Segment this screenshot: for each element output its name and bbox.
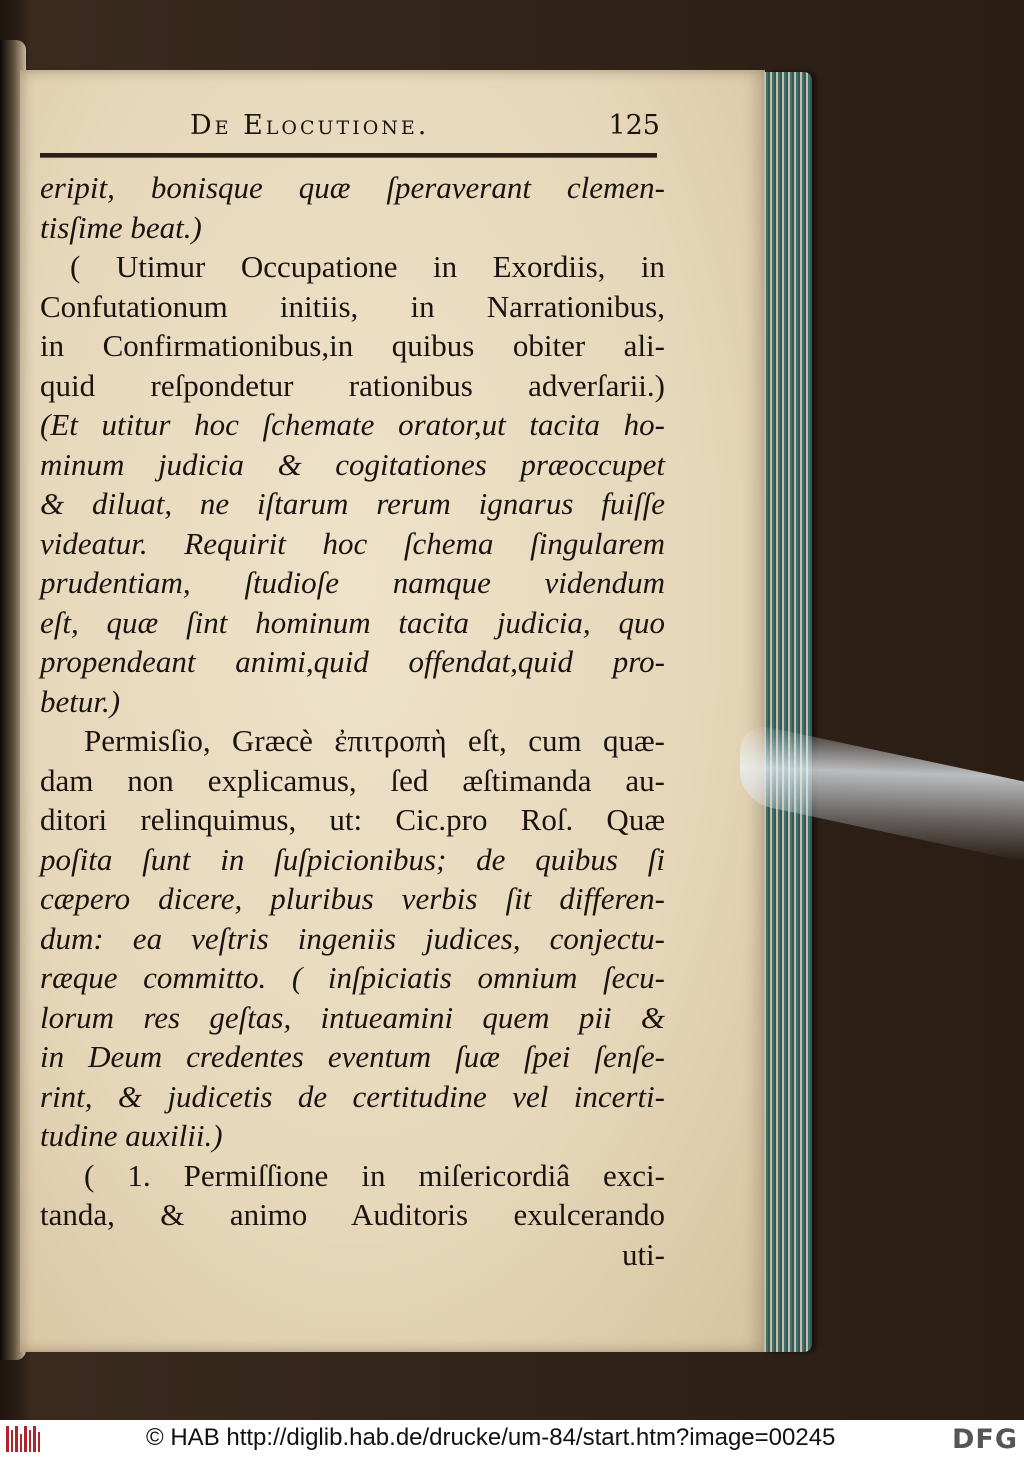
dfg-logo: DFG bbox=[951, 1424, 1018, 1455]
page-number: 125 bbox=[608, 110, 660, 141]
text-line: Permisſio, Græcè ἐπιτροπὴ eſt, cum quæ- bbox=[84, 723, 665, 758]
text-line: in Confirmationibus,in quibus obiter ali- bbox=[40, 328, 665, 363]
header-rule bbox=[40, 153, 657, 158]
text-line: videatur. Requirit hoc ſchema ſingularem bbox=[40, 525, 665, 561]
text-line: cæpero dicere, pluribus verbis ſit differen- bbox=[40, 881, 665, 916]
page-fore-edge bbox=[764, 72, 812, 1352]
text-line: rint, & judicetis de certitudine vel incerti- bbox=[40, 1078, 665, 1114]
text-line: prudentiam, ſtudioſe namque videndum bbox=[40, 565, 665, 600]
source-attribution-link[interactable]: © HAB http://diglib.hab.de/drucke/um-84/start.htm?image=00245 bbox=[146, 1424, 836, 1451]
text-line: propendeant animi,quid offendat,quid pro- bbox=[40, 644, 665, 679]
text-line: uti- bbox=[621, 1236, 665, 1272]
text-line: (Et utitur hoc ſchemate orator,ut tacita ho- bbox=[40, 407, 665, 442]
text-line: quid reſpondetur rationibus adverſarii.) bbox=[40, 367, 665, 403]
page-header bbox=[190, 108, 660, 148]
page-body-text bbox=[40, 168, 665, 1274]
text-line: eripit, bonisque quæ ſperaverant clemen- bbox=[40, 170, 665, 205]
text-line: minum judicia & cogitationes præoccupet bbox=[40, 446, 665, 482]
text-line: tisſime beat.) bbox=[40, 209, 202, 245]
text-line: poſita ſunt in ſuſpicionibus; de quibus ſi bbox=[40, 841, 665, 877]
text-line: ditori relinquimus, ut: Cic.pro Roſ. Quæ bbox=[40, 802, 665, 837]
text-line: in Deum credentes eventum ſuæ ſpei ſenſe- bbox=[40, 1039, 665, 1074]
text-line: eſt, quæ ſint hominum tacita judicia, quo bbox=[40, 604, 665, 640]
text-line: ( 1. Permiſſione in miſericordiâ exci- bbox=[84, 1157, 665, 1193]
text-line: dum: ea veſtris ingeniis judices, conjectu- bbox=[40, 920, 665, 956]
text-line: Confutationum initiis, in Narrationibus, bbox=[40, 288, 665, 324]
hab-barcode-logo-icon bbox=[6, 1426, 40, 1452]
viewer-footer bbox=[0, 1420, 1024, 1457]
text-line: betur.) bbox=[40, 683, 121, 719]
text-line: & diluat, ne iſtarum rerum ignarus fuiſſe bbox=[40, 486, 665, 521]
text-line: lorum res geſtas, intueamini quem pii & bbox=[40, 999, 665, 1035]
running-head: De Elocutione. bbox=[190, 110, 430, 141]
text-line: tanda, & animo Auditoris exulcerando bbox=[40, 1197, 665, 1232]
text-line: dam non explicamus, ſed æſtimanda au- bbox=[40, 762, 665, 798]
text-line: ( Utimur Occupatione in Exordiis, in bbox=[70, 249, 665, 284]
text-line: tudine auxilii.) bbox=[40, 1118, 223, 1153]
text-line: ræque committo. ( inſpiciatis omnium ſecu- bbox=[40, 960, 665, 995]
